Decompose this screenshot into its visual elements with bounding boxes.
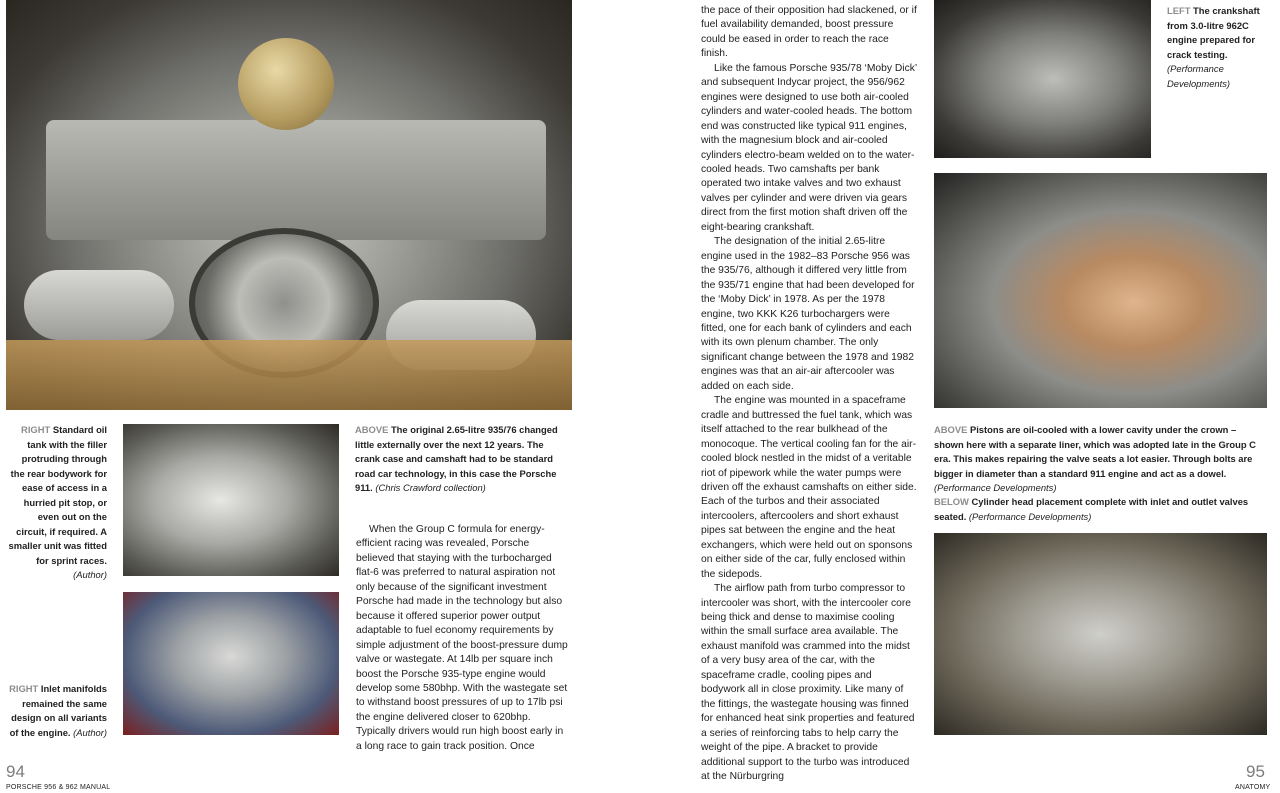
paragraph: the pace of their opposition had slackened, or if fuel availability demanded, boost pressure could be eased in order to reach the race finish.	[701, 5, 917, 60]
running-head-left: PORSCHE 956 & 962 MANUAL	[6, 784, 111, 791]
crankshaft-photo	[934, 0, 1151, 158]
body-text-left	[356, 523, 570, 754]
body-text-right	[701, 4, 917, 784]
paragraph: The engine was mounted in a spaceframe cradle and buttressed the fuel tank, which was itself attached to the rear bulkhead of the monocoque. The vertical cooling fan for the air-cooled block nestled in the midst of a veritable riot of pipework while the water pumps were driven off the exhaust camshafts on either side. Each of the turbos and their associated intercoolers, aftercoolers and short exhaust pipes sat between the engine and the heat exchangers, which were held out on sponsons on either side of the car, fully enclosed within the sidepods.	[701, 395, 917, 580]
caption-cylinder-heads: BELOW Cylinder head placement complete with inlet and outlet valves seated. (Performance Developments)	[934, 496, 1249, 522]
cylinder-heads-photo	[934, 533, 1267, 735]
paragraph: The designation of the initial 2.65-litre engine used in the 1982–83 Porsche 956 was the 935/76, although it differed very little from the 935/71 engine that had been developed for the ‘Moby Dick’ in 1978. As per the 1978 engine, two KKK K26 turbochargers were fitted, one for each bank of cylinders and each with its own plenum chamber. The only significant change between the 1978 and 1982 engines was that an air-air aftercooler was added on each side.	[701, 236, 915, 392]
pistons-photo	[934, 173, 1267, 408]
paragraph: When the Group C formula for energy-efficient racing was revealed, Porsche believed that staying with the turbocharged flat-6 was preferred to natural aspiration not only because of the significant investment Porsche had made in the technology but also because it offered superior power output adaptable to fuel economy requirements by simple adjustment of the boost-pressure dump valve or wastegate. At 14lb per square inch boost the Porsche 935-type engine would develop some 580bhp. With the wastegate set to withstand boost pressures of up to 17lb psi the engine delivered closer to 620bhp. Typically drivers would run high boost early in a long race to gain track position. Once	[356, 524, 568, 752]
caption-pistons: ABOVE Pistons are oil-cooled with a lower cavity under the crown – shown here with a separate liner, which was adopted late in the Group C era. This makes repairing the valve seats a lot easier. Through bolts are bigger in diameter than a standard 911 engine and act as a dowel. (Performance Developments)	[934, 424, 1256, 493]
oil-tank-photo	[123, 424, 339, 576]
engine-photo	[6, 0, 572, 410]
paragraph: The airflow path from turbo compressor to intercooler was short, with the intercooler core being thick and dense to maximise cooling within the small surface area available. The exhaust manifold was crammed into the midst of a very busy area of the car, with the spaceframe cradle, cooling pipes and bodywork all in close proximity. Like many of the fittings, the wastegate housing was finned for enhanced heat sink properties and featured a series of reinforcing tabs to help carry the weight of the pipe. A bracket to provide additional support to the turbo was introduced at the Nürburgring	[701, 583, 915, 783]
caption-crankshaft: LEFT The crankshaft from 3.0-litre 962C engine prepared for crack testing. (Performance Developments)	[1167, 5, 1260, 89]
caption-oil-tank: RIGHT Standard oil tank with the filler protruding through the rear bodywork for ease of access in a hurried pit stop, or even out on the circuit, if required. A smaller unit was fitted for sprint races. (Author)	[8, 424, 107, 580]
page-number-left: 94	[6, 762, 25, 781]
paragraph: Like the famous Porsche 935/78 ‘Moby Dick’ and subsequent Indycar project, the 956/962 engines were designed to use both air-cooled cylinders and water-cooled heads. The bottom end was constructed like typical 911 engines, with the magnesium block and air-cooled cylinders electro-beam welded on to the water-cooled heads. Two camshafts per bank operated two intake valves and two exhaust valves per cylinder and were driven via gears direct from the first motion shaft driven off the eight-bearing crankshaft.	[701, 62, 917, 233]
page-number-right: 95	[1246, 762, 1265, 781]
caption-above-engine: ABOVE The original 2.65-litre 935/76 changed little externally over the next 12 years. The crank case and camshaft had to be standard road car technology, in this case the Porsche 911. (Chris Crawford collection)	[355, 424, 558, 493]
running-head-right: ANATOMY	[1235, 784, 1271, 791]
caption-inlet-manifolds: RIGHT Inlet manifolds remained the same design on all variants of the engine. (Author)	[9, 683, 107, 738]
inlet-manifold-photo	[123, 592, 339, 735]
